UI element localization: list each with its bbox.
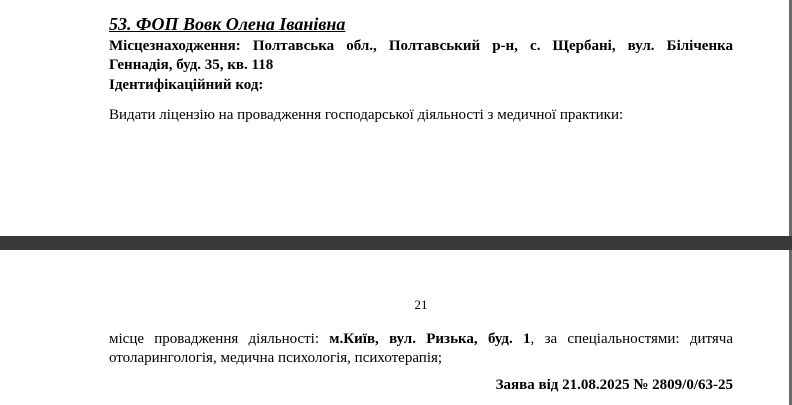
page-number: 21 [414, 297, 428, 312]
entry-title: 53. ФОП Вовк Олена Іванівна [109, 14, 346, 34]
activity-suffix: , за спеціальностями: дитяча отоларингологія, медична психологія, психотерапія; [109, 331, 733, 366]
page-separator [0, 236, 792, 250]
location-line [109, 37, 733, 75]
application-reference: Заява від 21.08.2025 № 2809/0/63-25 [495, 377, 733, 393]
id-code-label: Ідентифікаційний код: [109, 77, 264, 93]
decision-text: Видати ліцензію на провадження господарської діяльності з медичної практики: [109, 107, 624, 123]
location-value: Полтавська обл., Полтавський р-н, с. Щербані, вул. Біліченка Геннадія, буд. 35, кв. 118 [109, 38, 733, 73]
activity-address: м.Київ, вул. Ризька, буд. 1 [329, 331, 531, 347]
activity-prefix: місце провадження діяльності: [109, 331, 330, 347]
location-label: Місцезнаходження: [109, 38, 241, 54]
activity-text [109, 330, 733, 368]
